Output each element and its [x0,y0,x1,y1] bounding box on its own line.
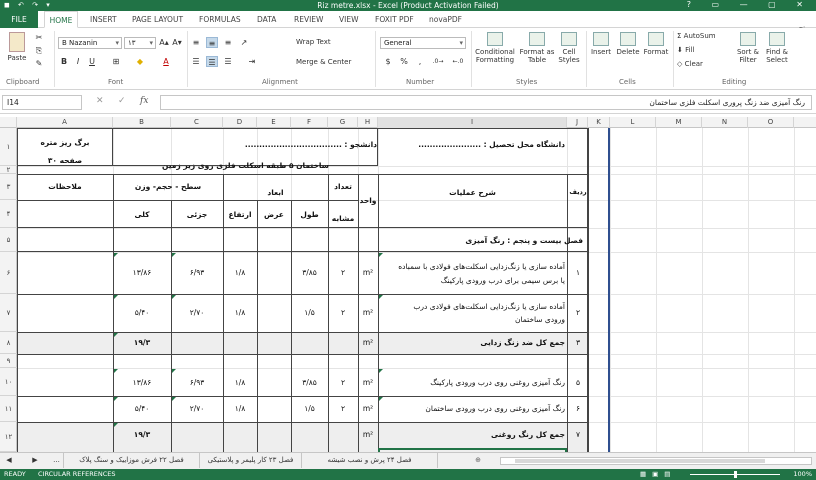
brg-label: برگ ریز متره [40,138,90,147]
tab-file[interactable]: FILE [0,11,38,28]
item-description: آماده سازی یا زنگ‌زدایی اسکلت‌های فولادی با سمباده [398,262,565,271]
zoom-level[interactable]: 100% [793,470,812,478]
total-header: كلی [134,210,150,219]
font-color-icon[interactable]: A [163,57,169,66]
notes-header: ملاحظات [48,182,82,191]
delete-cells-button[interactable]: Delete [615,32,641,56]
formula-input[interactable]: رنگ آمیزی ضد زنگ پروری اسکلت فلزی ساختمان [160,95,812,110]
window-controls[interactable]: ? ▭ — ▢ ✕ [686,0,812,9]
col-border [171,200,172,452]
tab-data[interactable]: DATA [257,15,277,24]
error-indicator [172,253,176,257]
group-label-clipboard: Clipboard [6,78,40,86]
col-border [291,200,292,452]
error-indicator [114,369,118,373]
blue-frame-right [589,128,610,452]
height-header: ارتفاع [228,210,252,219]
gridline [610,128,611,452]
worksheet-grid[interactable] [17,128,816,452]
align-left-icon[interactable]: ☰ [192,57,200,66]
row-border [17,396,589,397]
item-length: ۳/۸۵ [302,268,317,277]
group-separator [375,31,376,87]
item-total: ۱۳/۸۶ [132,268,152,277]
item-unit: m² [362,308,374,317]
shrink-font-icon[interactable]: A▾ [172,38,182,47]
col-header-f[interactable]: F [291,117,328,128]
gridline [794,128,795,452]
fill-color-icon[interactable]: ◆ [136,57,144,66]
row-header-9[interactable]: ۹ [0,354,17,368]
status-ready: READY [4,470,26,478]
item-total: ۵/۴۰ [134,404,150,413]
item-count: ۲ [340,268,346,277]
row-header-4[interactable]: ۴ [0,200,17,228]
gridline [748,128,749,452]
row-header-11[interactable]: ۱۱ [0,396,17,422]
item-length: ۱/۵ [304,308,315,317]
item-partial: ۶/۹۳ [189,378,205,387]
tab-insert[interactable]: INSERT [90,15,117,24]
align-middle-icon[interactable]: ≡ [206,37,218,48]
dimensions-header: ابعاد [267,188,284,197]
decrease-decimal-icon[interactable]: ←.0 [452,58,464,65]
error-indicator [114,397,118,401]
item-number: ۵ [575,378,581,387]
error-indicator [114,423,118,427]
group-separator [586,31,587,87]
next-sheet-icon[interactable]: ▶ [32,456,38,464]
error-indicator [172,369,176,373]
status-circular-references: CIRCULAR REFERENCES [38,470,116,478]
item-unit: m² [362,430,374,439]
item-description: رنگ آمیزی روغنی روی درب ورودی پارکینگ [430,378,565,387]
item-partial: ۲/۷۰ [189,404,205,413]
row-border [17,422,589,423]
format-as-table-icon [529,32,545,46]
status-bar [0,469,816,480]
item-count: ۲ [340,378,346,387]
item-description: آماده سازی یا زنگ‌زدایی اسکلت‌های فولادی درب [413,302,565,311]
ribbon-home [0,28,816,90]
row-header-8[interactable]: ۸ [0,332,17,354]
column-headers [0,117,816,128]
quantity-header: سطح - حجم- وزن [134,182,202,191]
item-height: ۱/۸ [234,404,246,413]
item-count: ۲ [340,308,346,317]
align-top-icon[interactable]: ≡ [192,38,200,47]
count-header: تعداد [334,182,352,191]
group-separator [187,31,188,87]
item-height: ۱/۸ [234,268,246,277]
row-header-3[interactable]: ۳ [0,174,17,200]
conditional-formatting-button[interactable]: Conditional Formatting [473,32,517,64]
item-unit: m² [362,268,374,277]
ribbon-tabs [0,11,816,28]
cell-styles-button[interactable]: Cell Styles [556,32,582,64]
university-field: دانشگاه محل تحصیل : ...................... [418,140,565,149]
row-header-7[interactable]: ۷ [0,294,17,332]
tab-page-layout[interactable]: PAGE LAYOUT [132,15,184,24]
row-border [223,200,358,201]
borders-icon[interactable]: ⊞ [112,57,120,66]
sheet-tab-24[interactable]: فصل ۲۴ پرش و نصب شیشه [302,453,438,468]
row-header-6[interactable]: ۶ [0,252,17,294]
window-title: Riz metre.xlsx - Excel (Product Activation Failed) [317,1,499,10]
insert-function-icon[interactable]: fx [140,96,149,106]
row-border [17,200,223,201]
item-height: ۱/۸ [234,308,246,317]
item-height: ۱/۸ [234,378,246,387]
error-indicator [379,253,383,257]
paste-icon [9,32,25,52]
item-description-line2: ورودی ساختمان [514,315,565,324]
scrollbar-thumb[interactable] [515,459,765,463]
group-label-number: Number [406,78,435,86]
row-border [17,354,589,355]
error-indicator [172,397,176,401]
cell-styles-icon [561,32,577,46]
sheet-tab-23[interactable]: فصل ۲۳ کار پلیمر و پلاستیکی [200,453,302,468]
fill-down-icon: ⬇ [677,46,686,54]
align-right-icon[interactable]: ☰ [224,57,232,66]
comma-icon[interactable]: , [418,57,422,66]
item-total: ۵/۴۰ [134,308,150,317]
col-header-l[interactable]: L [610,117,656,128]
tab-novapdf[interactable]: novaPDF [429,15,462,24]
paste-button[interactable]: Paste [4,32,30,62]
font-name-combo[interactable]: B Nazanin ▾ [58,37,122,49]
gridline [656,128,657,452]
row-number-header: ردیف [569,188,587,196]
item-unit: m² [362,378,374,387]
col-header-h[interactable]: H [358,117,378,128]
sheet-tab-bar [0,452,816,469]
error-indicator [114,253,118,257]
align-center-icon[interactable]: ☰ [206,56,218,67]
error-indicator [114,333,118,337]
sort-filter-icon [740,32,756,46]
item-partial: ۲/۷۰ [189,308,205,317]
sheet-tab-22[interactable]: فصل ۲۲ فرش موزاییک و سنگ پلاک [64,453,200,468]
conditional-formatting-icon [487,32,503,46]
item-number: ۳ [575,338,581,347]
formula-bar [0,92,816,114]
row-border [17,332,589,333]
group-separator [673,31,674,87]
format-cells-button[interactable]: Format [642,32,670,56]
delete-cells-icon [620,32,636,46]
error-indicator [379,295,383,299]
item-number: ۶ [575,404,581,413]
eraser-icon: ◇ [677,60,685,68]
currency-icon[interactable]: $ [385,57,391,66]
group-label-styles: Styles [516,78,538,86]
unit-header: واحد [359,196,377,205]
add-sheet-icon[interactable]: ⊕ [475,456,481,464]
tab-view[interactable]: VIEW [339,15,359,24]
prev-sheet-icon[interactable]: ◀ [6,456,12,464]
group-label-alignment: Alignment [262,78,298,86]
title-bar [0,0,816,11]
group-separator [471,31,472,87]
enter-icon[interactable]: ✓ [118,96,126,106]
section-title: فصل بیست و پنجم : رنگ آمیزی [465,236,583,245]
group-label-cells: Cells [619,78,636,86]
gridline [702,128,703,452]
tab-home[interactable]: HOME [44,11,78,28]
view-mode-icons[interactable]: ▦▣▤ [640,470,677,478]
quick-access-toolbar[interactable]: ◼ ↶ ↷ ▾ [4,1,53,9]
row-header-10[interactable]: ۱۰ [0,368,17,396]
indent-icon[interactable]: ⇥ [248,57,256,66]
row-header-2[interactable]: ۲ [0,166,17,174]
row-headers [0,128,17,452]
tab-foxit-pdf[interactable]: FOXIT PDF [375,15,414,24]
error-indicator [379,397,383,401]
name-box[interactable]: I14 [2,95,82,110]
subtotal-description: جمع كل رنگ روغنی [490,430,565,439]
bold-button[interactable]: B [60,57,68,66]
more-sheets-icon[interactable]: ... [50,453,64,468]
item-total: ۱۳/۸۶ [132,378,152,387]
row-header-5[interactable]: ۵ [0,228,17,252]
item-unit: m² [362,404,374,413]
sort-filter-button[interactable]: Sort & Filter [735,32,761,64]
find-select-icon [769,32,785,46]
col-header-k[interactable]: K [588,117,610,128]
wrap-text-button[interactable]: Wrap Text [296,38,331,46]
zoom-slider-thumb[interactable] [734,471,737,478]
page-number: صفحه ۳۰ [47,156,83,165]
col-header-i[interactable]: I [378,117,567,128]
error-indicator [379,369,383,373]
format-painter-icon[interactable]: ✎ [35,59,43,68]
similar-header: مشابه [331,214,355,223]
item-length: ۱/۵ [304,404,315,413]
clear-button[interactable]: ◇ Clear [677,60,703,68]
grow-font-icon[interactable]: A▴ [159,38,169,47]
col-header-e[interactable]: E [257,117,291,128]
building-title: ساختمان ۵ طبقه اسکلت فلزی روی زیر زمین [161,161,330,170]
width-header: عرض [264,210,284,219]
orientation-icon[interactable]: ↗ [240,38,248,47]
row-header-1[interactable]: ۱ [0,128,17,166]
length-header: طول [300,210,319,219]
insert-cells-icon [593,32,609,46]
cancel-icon[interactable]: ✕ [96,96,104,106]
col-header-d[interactable]: D [223,117,257,128]
cut-icon[interactable]: ✂ [35,33,43,42]
group-separator [54,31,55,87]
increase-decimal-icon[interactable]: .0→ [432,58,444,65]
description-header: شرح عملیات [449,188,496,197]
number-format-combo[interactable]: General ▾ [380,37,466,49]
fill-button[interactable]: ⬇ Fill [677,46,695,54]
percent-icon[interactable]: % [400,57,408,66]
row-border [17,294,589,295]
item-number: ۷ [575,430,581,439]
item-length: ۳/۸۵ [302,378,317,387]
horizontal-scrollbar[interactable] [500,457,812,465]
item-description: رنگ آمیزی روغنی روی درب ورودی ساختمان [425,404,565,413]
format-as-table-button[interactable]: Format as Table [519,32,555,64]
insert-cells-button[interactable]: Insert [588,32,614,56]
subtotal-description: جمع كل ضد زنگ زدایی [480,338,565,347]
subtotal-value: ۱۹/۳ [133,338,151,347]
item-unit: m² [362,338,374,347]
error-indicator [172,295,176,299]
col-header-g[interactable]: G [328,117,358,128]
col-header-c[interactable]: C [171,117,223,128]
italic-button[interactable]: I [76,57,80,66]
student-field: دانشجو : .................................. [244,140,377,149]
item-partial: ۶/۹۳ [189,268,205,277]
col-border [257,200,258,452]
subtotal-value: ۱۹/۳ [133,430,151,439]
tab-review[interactable]: REVIEW [294,15,324,24]
col-header-b[interactable]: B [113,117,171,128]
error-indicator [114,295,118,299]
row-header-12[interactable]: ۱۲ [0,422,17,452]
col-header-o[interactable]: O [748,117,794,128]
partial-header: جزئی [186,210,208,219]
find-select-button[interactable]: Find & Select [763,32,791,64]
tab-formulas[interactable]: FORMULAS [199,15,241,24]
select-all-corner[interactable] [0,117,17,128]
sigma-icon: Σ [677,32,684,40]
group-label-editing: Editing [722,78,747,86]
format-cells-icon [648,32,664,46]
item-description-line2: یا برس سیمی برای درب ورودی پارکینگ [440,276,565,285]
underline-button[interactable]: U [89,57,95,66]
col-header-j[interactable]: J [567,117,588,128]
align-bottom-icon[interactable]: ≡ [224,38,232,47]
col-header-a[interactable]: A [17,117,113,128]
col-header-m[interactable]: M [656,117,702,128]
group-label-font: Font [108,78,124,86]
autosum-button[interactable]: Σ AutoSum [677,32,716,40]
col-header-n[interactable]: N [702,117,748,128]
merge-center-button[interactable]: Merge & Center [296,58,352,66]
item-number: ۲ [575,308,581,317]
item-number: ۱ [575,268,581,277]
item-count: ۲ [340,404,346,413]
font-size-combo[interactable]: ۱۳ ▾ [124,37,156,49]
copy-icon[interactable]: ⎘ [35,46,43,55]
